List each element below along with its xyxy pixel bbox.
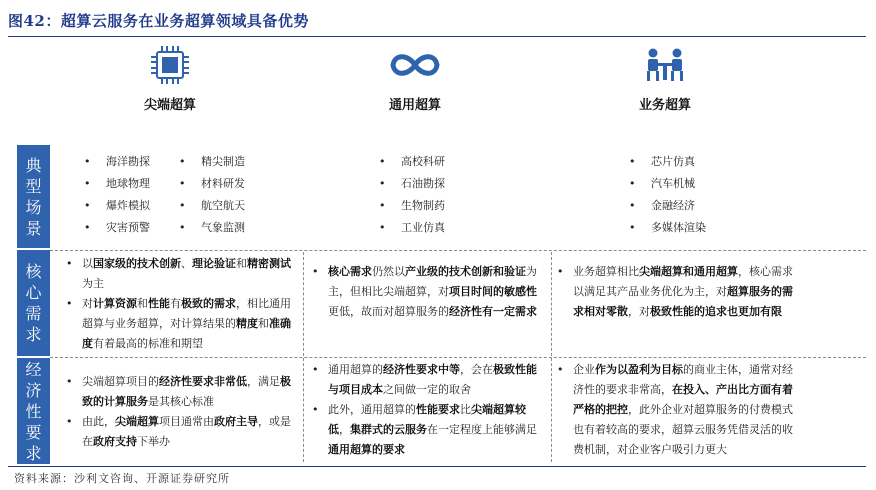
list-item: • 汽车机械 [629, 173, 706, 195]
column-header-cutting-edge [50, 42, 290, 113]
list-item: • 气象监测 [179, 217, 245, 239]
column-header-general [295, 42, 535, 113]
row-label-scenarios: 典型场景 [17, 145, 50, 248]
footer-divider [8, 466, 866, 467]
list-item: • 芯片仿真 [629, 151, 706, 173]
economy-general [312, 360, 546, 460]
row-divider [50, 250, 866, 251]
list-item: • 材料研发 [179, 173, 245, 195]
bullet-paragraph: • 通用超算的经济性要求中等，会在极致性能与项目成本之间做一定的取舍 [312, 360, 546, 400]
title-divider [8, 36, 866, 37]
economy-business [557, 360, 793, 460]
list-item: • 地球物理 [84, 173, 150, 195]
bullet-paragraph: • 核心需求仍然以产业级的技术创新和验证为主，但相比尖端超算，对项目时间的敏感性更低，故而对超算服务的经济性有一定需求 [312, 262, 546, 322]
bullet-paragraph: • 由此，尖端超算项目通常由政府主导，或是在政府支持下举办 [66, 412, 298, 452]
list-item: • 航空航天 [179, 195, 245, 217]
list-item: • 多媒体渲染 [629, 217, 706, 239]
list-item: • 石油勘探 [379, 173, 445, 195]
list-item: • 灾害预警 [84, 217, 150, 239]
infinity-icon [295, 42, 535, 88]
scenario-list-general [379, 151, 445, 239]
list-item: • 精尖制造 [179, 151, 245, 173]
core-needs-business [557, 262, 793, 322]
scenario-list-cutting-edge-a [84, 151, 150, 239]
list-item: • 海洋勘探 [84, 151, 150, 173]
meeting-icon [545, 42, 785, 88]
core-needs-general [312, 262, 546, 322]
column-divider [551, 252, 552, 462]
list-item: • 生物制药 [379, 195, 445, 217]
scenario-list-business [629, 151, 706, 239]
row-label-economy: 经济性要求 [17, 358, 50, 464]
bullet-paragraph: • 以国家级的技术创新、理论验证和精密测试为主 [66, 254, 298, 294]
bullet-paragraph: • 此外，通用超算的性能要求比尖端超算较低，集群式的云服务在一定程度上能够满足通用超算的要求 [312, 400, 546, 460]
column-label: 通用超算 [388, 98, 441, 113]
list-item: • 金融经济 [629, 195, 706, 217]
bullet-paragraph: • 业务超算相比尖端超算和通用超算，核心需求以满足其产品业务优化为主，对超算服务的需求相对零散，对极致性能的追求也更加有限 [557, 262, 793, 322]
row-divider [50, 357, 866, 358]
bullet-paragraph: • 尖端超算项目的经济性要求非常低，满足极致的计算服务是其核心标准 [66, 372, 298, 412]
bullet-paragraph: • 企业作为以盈利为目标的商业主体，通常对经济性的要求非常高，在投入、产出比方面有着严格的把控，此外企业对超算服务的付费模式也有着较高的要求，超算云服务凭借灵活的收费机制，对企业客户吸引力更大 [557, 360, 793, 460]
scenario-list-cutting-edge-b [179, 151, 245, 239]
list-item: • 爆炸模拟 [84, 195, 150, 217]
column-header-business [545, 42, 785, 113]
page-title: 图42：超算云服务在业务超算领域具备优势 [8, 12, 309, 30]
list-item: • 高校科研 [379, 151, 445, 173]
column-label: 业务超算 [638, 98, 691, 113]
chip-icon [50, 42, 290, 88]
economy-cutting-edge [66, 372, 298, 452]
row-label-core-needs: 核心需求 [17, 250, 50, 356]
bullet-paragraph: • 对计算资源和性能有极致的需求，相比通用超算与业务超算，对计算结果的精度和准确度有着最高的标准和期望 [66, 294, 298, 354]
column-label: 尖端超算 [143, 98, 196, 113]
source-note: 资料来源：沙利文咨询、开源证券研究所 [14, 472, 230, 485]
column-divider [303, 252, 304, 462]
core-needs-cutting-edge [66, 254, 298, 354]
list-item: • 工业仿真 [379, 217, 445, 239]
